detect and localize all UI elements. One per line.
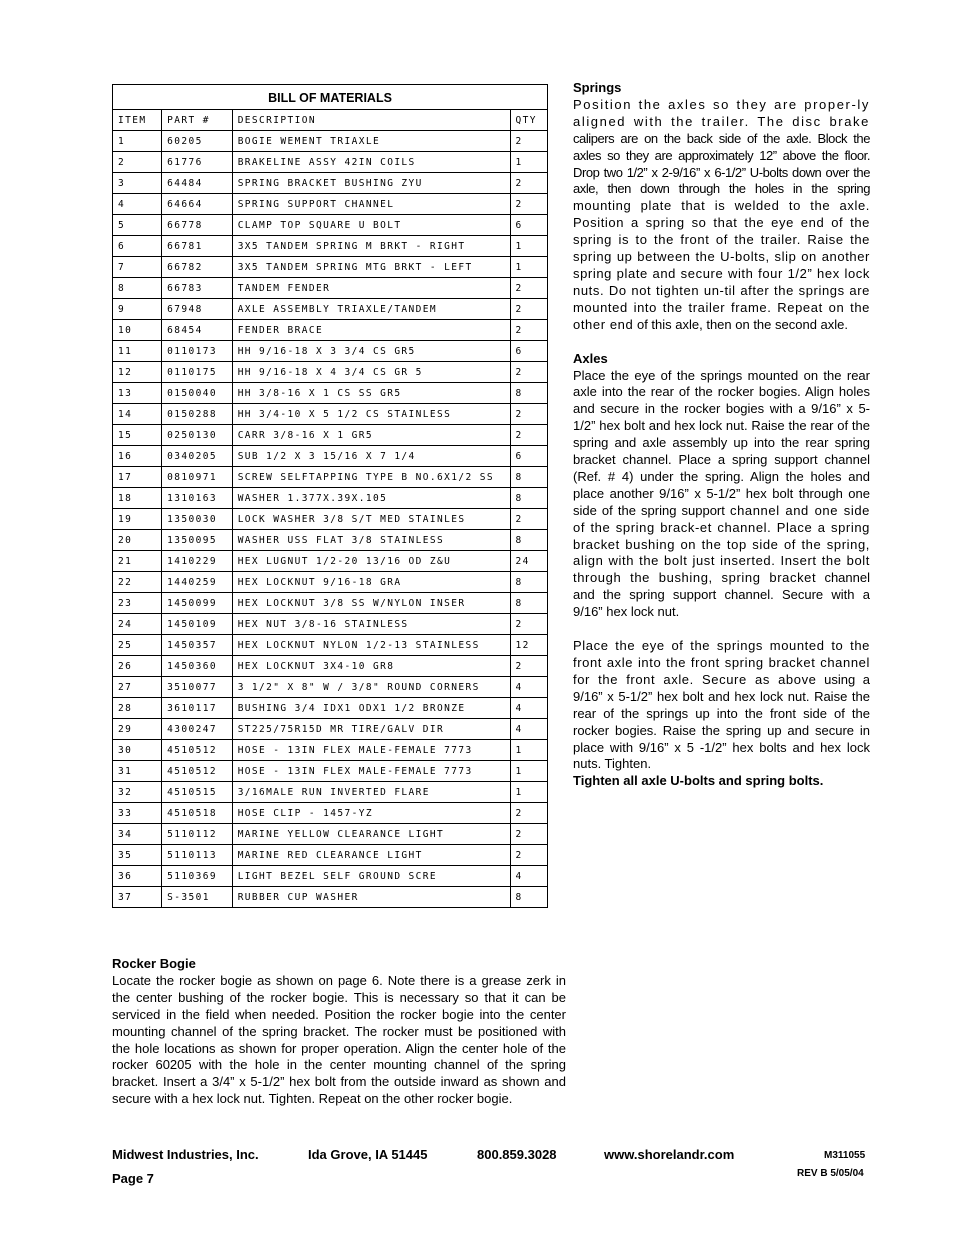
bom-cell-qty: 2 — [510, 404, 547, 425]
bom-cell-item: 27 — [113, 677, 162, 698]
bom-row — [113, 719, 548, 740]
bom-cell-item: 32 — [113, 782, 162, 803]
bom-cell-qty: 8 — [510, 887, 547, 908]
footer-phone: 800.859.3028 — [477, 1147, 557, 1162]
bom-cell-description: RUBBER CUP WASHER — [232, 887, 510, 908]
bom-cell-item: 18 — [113, 488, 162, 509]
bom-cell-item: 2 — [113, 152, 162, 173]
bom-row — [113, 341, 548, 362]
bom-row — [113, 362, 548, 383]
bom-row — [113, 887, 548, 908]
bom-row — [113, 530, 548, 551]
bom-cell-item: 11 — [113, 341, 162, 362]
springs-heading: Springs — [573, 80, 622, 95]
bom-cell-qty: 6 — [510, 341, 547, 362]
bom-cell-part: 61776 — [162, 152, 233, 173]
axles-heading: Axles — [573, 350, 608, 366]
footer-location: Ida Grove, IA 51445 — [308, 1147, 428, 1162]
bill-of-materials-table — [112, 84, 548, 908]
bom-cell-qty: 2 — [510, 299, 547, 320]
bom-cell-description: 3X5 TANDEM SPRING MTG BRKT - LEFT — [232, 257, 510, 278]
bom-cell-description: HEX LOCKNUT 9/16-18 GRA — [232, 572, 510, 593]
bom-row — [113, 845, 548, 866]
bom-cell-description: HOSE CLIP - 1457-YZ — [232, 803, 510, 824]
bom-cell-description: 3/16MALE RUN INVERTED FLARE — [232, 782, 510, 803]
bom-cell-part: 66783 — [162, 278, 233, 299]
bom-body — [113, 131, 548, 908]
bom-cell-part: 0250130 — [162, 425, 233, 446]
bom-cell-part: 0810971 — [162, 467, 233, 488]
bom-cell-qty: 2 — [510, 362, 547, 383]
bom-row — [113, 740, 548, 761]
axles-paragraph-2-part-2: using a 9/16” x 5-1/2” hex bolt and hex lock nut. Raise the rear of the springs up into the front side of the rocker bogies. Raise the spring up and secure in place with 9/16” x 5 -1/2” hex bolts and hex lock nuts. Tighten. — [573, 671, 870, 772]
bom-cell-qty: 2 — [510, 131, 547, 152]
springs-text-part-4: of this axle, then on the second axle. — [636, 316, 848, 332]
bom-cell-qty: 24 — [510, 551, 547, 572]
bom-cell-description: HEX LOCKNUT 3X4-10 GR8 — [232, 656, 510, 677]
bom-row — [113, 215, 548, 236]
bom-cell-qty: 2 — [510, 509, 547, 530]
bom-cell-qty: 2 — [510, 614, 547, 635]
axles-paragraph-1 — [573, 368, 870, 622]
bom-cell-item: 36 — [113, 866, 162, 887]
bom-header-part: PART # — [162, 110, 233, 131]
bom-cell-description: HH 3/4-10 X 5 1/2 CS STAINLESS — [232, 404, 510, 425]
bom-header-item: ITEM — [113, 110, 162, 131]
bom-cell-description: SPRING SUPPORT CHANNEL — [232, 194, 510, 215]
bom-cell-part: 1310163 — [162, 488, 233, 509]
bom-cell-item: 16 — [113, 446, 162, 467]
bom-cell-description: HEX LUGNUT 1/2-20 13/16 OD Z&U — [232, 551, 510, 572]
bom-row — [113, 635, 548, 656]
bom-cell-item: 26 — [113, 656, 162, 677]
bom-cell-item: 20 — [113, 530, 162, 551]
bom-cell-item: 24 — [113, 614, 162, 635]
bom-cell-qty: 12 — [510, 635, 547, 656]
bom-cell-description: MARINE YELLOW CLEARANCE LIGHT — [232, 824, 510, 845]
bom-cell-part: 1350095 — [162, 530, 233, 551]
bom-row — [113, 446, 548, 467]
bom-header-qty: QTY — [510, 110, 547, 131]
bom-cell-item: 7 — [113, 257, 162, 278]
bom-cell-item: 21 — [113, 551, 162, 572]
bom-cell-part: 66778 — [162, 215, 233, 236]
bom-cell-description: HEX LOCKNUT 3/8 SS W/NYLON INSER — [232, 593, 510, 614]
bom-row — [113, 194, 548, 215]
bom-row — [113, 383, 548, 404]
bom-cell-qty: 2 — [510, 824, 547, 845]
bom-row — [113, 278, 548, 299]
bom-cell-description: HOSE - 13IN FLEX MALE-FEMALE 7773 — [232, 761, 510, 782]
bom-cell-qty: 4 — [510, 866, 547, 887]
bom-cell-description: CLAMP TOP SQUARE U BOLT — [232, 215, 510, 236]
bom-cell-item: 12 — [113, 362, 162, 383]
bom-cell-item: 15 — [113, 425, 162, 446]
bom-cell-qty: 1 — [510, 761, 547, 782]
bom-cell-description: WASHER USS FLAT 3/8 STAINLESS — [232, 530, 510, 551]
bom-cell-description: HOSE - 13IN FLEX MALE-FEMALE 7773 — [232, 740, 510, 761]
bom-cell-item: 9 — [113, 299, 162, 320]
assembly-instructions-column — [573, 80, 870, 790]
bom-cell-item: 19 — [113, 509, 162, 530]
bom-cell-part: 60205 — [162, 131, 233, 152]
bom-cell-part: 64664 — [162, 194, 233, 215]
bom-cell-description: AXLE ASSEMBLY TRIAXLE/TANDEM — [232, 299, 510, 320]
axles-paragraph-1-part-1: Place the eye of the springs mounted on the rear axle into the rear of the rocker bogies. Align holes and secure in the rocker bogies with a 9/16” x 5-1/2” hex bolt and hex lock nut. Raise the rear of the spring and axle assembly up into the rear spring bracket channel. Place a spring support channel (Ref. # 4) under the spring. Align the holes and place another 9/16” x 5-1/2” hex bolt through one side of the spring support — [573, 367, 870, 518]
tighten-note: Tighten all axle U-bolts and spring bolts. — [573, 773, 824, 789]
bom-cell-part: 5110113 — [162, 845, 233, 866]
bom-cell-part: 3610117 — [162, 698, 233, 719]
bom-cell-qty: 4 — [510, 698, 547, 719]
bom-cell-qty: 2 — [510, 320, 547, 341]
bom-cell-part: 1450360 — [162, 656, 233, 677]
bom-cell-description: WASHER 1.377X.39X.105 — [232, 488, 510, 509]
bom-header-description: DESCRIPTION — [232, 110, 510, 131]
bom-title: BILL OF MATERIALS — [113, 84, 548, 110]
rocker-bogie-text: Locate the rocker bogie as shown on page 6. Note there is a grease zerk in the center bushing of the rocker bogie. This is necessary so that it can be serviced in the field when needed. Position the rocker bogie into the center mounting channel of the spring bracket. The rocker must be positioned with the hole locations as shown for proper operation. Align the center hole of the rocker 60205 with the hole in the center mounting channel of the spring bracket. Insert a 3/4” x 5-1/2” hex bolt from the outside inward as shown and secure with a hex lock nut. Tighten. Repeat on the other rocker bogie. — [112, 972, 566, 1107]
bom-cell-description: FENDER BRACE — [232, 320, 510, 341]
bom-cell-qty: 2 — [510, 173, 547, 194]
bom-cell-item: 33 — [113, 803, 162, 824]
bom-cell-part: 0150288 — [162, 404, 233, 425]
bom-cell-description: TANDEM FENDER — [232, 278, 510, 299]
bom-cell-item: 23 — [113, 593, 162, 614]
bom-cell-part: 0150040 — [162, 383, 233, 404]
bom-row — [113, 425, 548, 446]
bom-cell-part: 1350030 — [162, 509, 233, 530]
bom-header-row — [113, 110, 548, 131]
springs-text-part-3: mounting plate that is welded to the axle. Position a spring so that the eye end of the spring is to the front of the trailer. Raise the spring up between the U-bolts, slip on another spring plate and secure with four 1/2” hex lock nuts. Do not tighten un-til after the springs are mounted into the trailer frame. Repeat on the other end — [573, 198, 870, 332]
bom-row — [113, 677, 548, 698]
bom-cell-part: 68454 — [162, 320, 233, 341]
bom-cell-qty: 4 — [510, 719, 547, 740]
bom-cell-part: S-3501 — [162, 887, 233, 908]
bom-row — [113, 131, 548, 152]
bom-cell-description: SUB 1/2 X 3 15/16 X 7 1/4 — [232, 446, 510, 467]
bom-cell-item: 29 — [113, 719, 162, 740]
bom-cell-qty: 1 — [510, 257, 547, 278]
bom-row — [113, 404, 548, 425]
bom-cell-qty: 8 — [510, 572, 547, 593]
bom-row — [113, 320, 548, 341]
bom-cell-description: 3 1/2" X 8" W / 3/8" ROUND CORNERS — [232, 677, 510, 698]
bom-cell-item: 14 — [113, 404, 162, 425]
bom-cell-item: 30 — [113, 740, 162, 761]
bom-cell-description: HH 9/16-18 X 4 3/4 CS GR 5 — [232, 362, 510, 383]
bom-cell-part: 4510512 — [162, 761, 233, 782]
bom-cell-part: 66782 — [162, 257, 233, 278]
bom-cell-description: BOGIE WEMENT TRIAXLE — [232, 131, 510, 152]
bom-row — [113, 593, 548, 614]
bom-cell-qty: 4 — [510, 677, 547, 698]
bom-cell-item: 35 — [113, 845, 162, 866]
bom-cell-description: LOCK WASHER 3/8 S/T MED STAINLES — [232, 509, 510, 530]
bom-cell-item: 17 — [113, 467, 162, 488]
bom-cell-description: 3X5 TANDEM SPRING M BRKT - RIGHT — [232, 236, 510, 257]
bom-cell-qty: 2 — [510, 425, 547, 446]
bom-cell-part: 5110112 — [162, 824, 233, 845]
bom-cell-item: 8 — [113, 278, 162, 299]
bom-cell-part: 1440259 — [162, 572, 233, 593]
bom-cell-qty: 1 — [510, 740, 547, 761]
bom-row — [113, 299, 548, 320]
bom-cell-qty: 2 — [510, 656, 547, 677]
bom-cell-item: 10 — [113, 320, 162, 341]
bom-cell-description: HH 9/16-18 X 3 3/4 CS GR5 — [232, 341, 510, 362]
bom-cell-qty: 8 — [510, 593, 547, 614]
bom-cell-item: 22 — [113, 572, 162, 593]
axles-paragraph-1-part-3: channel and the spring support channel. Secure with a 9/16” hex lock nut. — [573, 570, 870, 620]
bom-cell-qty: 1 — [510, 782, 547, 803]
axles-paragraph-1-part-2: channel and one side of the spring brack-et channel. Place a spring bracket bushing on the top side of the spring, align with the bolt just inserted. Insert the bolt through the bushing, spring bracket — [573, 502, 870, 586]
bom-cell-part: 0110173 — [162, 341, 233, 362]
bom-cell-part: 1450357 — [162, 635, 233, 656]
bom-row — [113, 698, 548, 719]
bom-row — [113, 467, 548, 488]
bom-row — [113, 866, 548, 887]
bom-row — [113, 614, 548, 635]
bom-cell-part: 4510518 — [162, 803, 233, 824]
bom-cell-description: ST225/75R15D MR TIRE/GALV DIR — [232, 719, 510, 740]
bom-cell-part: 1450109 — [162, 614, 233, 635]
bom-cell-description: SCREW SELFTAPPING TYPE B NO.6X1/2 SS — [232, 467, 510, 488]
bom-cell-description: BUSHING 3/4 IDX1 ODX1 1/2 BRONZE — [232, 698, 510, 719]
bom-cell-qty: 1 — [510, 236, 547, 257]
bom-cell-qty: 2 — [510, 803, 547, 824]
footer-website: www.shorelandr.com — [604, 1147, 735, 1162]
bom-cell-description: HEX NUT 3/8-16 STAINLESS — [232, 614, 510, 635]
bom-row — [113, 551, 548, 572]
bom-cell-qty: 8 — [510, 467, 547, 488]
bom-cell-part: 1410229 — [162, 551, 233, 572]
bom-row — [113, 173, 548, 194]
bom-row — [113, 803, 548, 824]
bom-cell-description: HEX LOCKNUT NYLON 1/2-13 STAINLESS — [232, 635, 510, 656]
bom-row — [113, 509, 548, 530]
bom-cell-part: 5110369 — [162, 866, 233, 887]
bom-cell-item: 1 — [113, 131, 162, 152]
footer-revision: REV B 5/05/04 — [797, 1168, 864, 1179]
bom-cell-part: 4510515 — [162, 782, 233, 803]
bom-cell-description: BRAKELINE ASSY 42IN COILS — [232, 152, 510, 173]
bom-cell-part: 0110175 — [162, 362, 233, 383]
bom-cell-qty: 8 — [510, 530, 547, 551]
bom-cell-qty: 8 — [510, 383, 547, 404]
rocker-bogie-heading: Rocker Bogie — [112, 956, 196, 971]
bom-cell-description: LIGHT BEZEL SELF GROUND SCRE — [232, 866, 510, 887]
axles-paragraph-2 — [573, 638, 870, 773]
bom-cell-item: 31 — [113, 761, 162, 782]
bom-cell-qty: 6 — [510, 215, 547, 236]
bom-row — [113, 656, 548, 677]
bom-cell-part: 64484 — [162, 173, 233, 194]
bom-cell-qty: 8 — [510, 488, 547, 509]
footer-page-number: Page 7 — [112, 1171, 154, 1186]
springs-text-part-2: calipers are on the back side of the axle. Block the axles so they are approximately 12” above the floor. Drop two 1/2” x 2-9/16” x 6-1/2” U-bolts down over the axle, then down through the holes in the spring — [573, 130, 870, 197]
springs-text — [573, 97, 870, 334]
footer-doc-number: M311055 — [824, 1150, 866, 1161]
bom-cell-item: 5 — [113, 215, 162, 236]
bom-cell-part: 0340205 — [162, 446, 233, 467]
bom-cell-part: 4510512 — [162, 740, 233, 761]
bom-cell-description: MARINE RED CLEARANCE LIGHT — [232, 845, 510, 866]
bom-cell-description: HH 3/8-16 X 1 CS SS GR5 — [232, 383, 510, 404]
bom-cell-description: CARR 3/8-16 X 1 GR5 — [232, 425, 510, 446]
bom-cell-item: 4 — [113, 194, 162, 215]
springs-text-part-1: Position the axles so they are proper-ly aligned with the trailer. The disc brake — [573, 96, 870, 129]
bom-cell-item: 37 — [113, 887, 162, 908]
bom-row — [113, 257, 548, 278]
bom-row — [113, 152, 548, 173]
bom-cell-item: 28 — [113, 698, 162, 719]
bom-row — [113, 782, 548, 803]
bom-row — [113, 488, 548, 509]
bom-cell-part: 67948 — [162, 299, 233, 320]
bom-cell-part: 3510077 — [162, 677, 233, 698]
bom-cell-item: 13 — [113, 383, 162, 404]
bom-cell-item: 6 — [113, 236, 162, 257]
bom-cell-qty: 2 — [510, 845, 547, 866]
bom-cell-qty: 1 — [510, 152, 547, 173]
bom-cell-qty: 2 — [510, 194, 547, 215]
footer-company: Midwest Industries, Inc. — [112, 1147, 259, 1162]
bom-cell-qty: 2 — [510, 278, 547, 299]
bom-row — [113, 761, 548, 782]
bom-cell-item: 25 — [113, 635, 162, 656]
rocker-bogie-section — [112, 956, 566, 1108]
bom-cell-item: 3 — [113, 173, 162, 194]
bom-cell-description: SPRING BRACKET BUSHING ZYU — [232, 173, 510, 194]
axles-paragraph-2-part-1: Place the eye of the springs mounted to the front axle into the front spring bracket channel for the front axle. Secure as above — [573, 638, 870, 687]
bom-row — [113, 824, 548, 845]
bom-row — [113, 572, 548, 593]
bom-cell-part: 4300247 — [162, 719, 233, 740]
bom-cell-part: 1450099 — [162, 593, 233, 614]
bom-cell-part: 66781 — [162, 236, 233, 257]
bom-row — [113, 236, 548, 257]
bom-cell-item: 34 — [113, 824, 162, 845]
bom-cell-qty: 6 — [510, 446, 547, 467]
